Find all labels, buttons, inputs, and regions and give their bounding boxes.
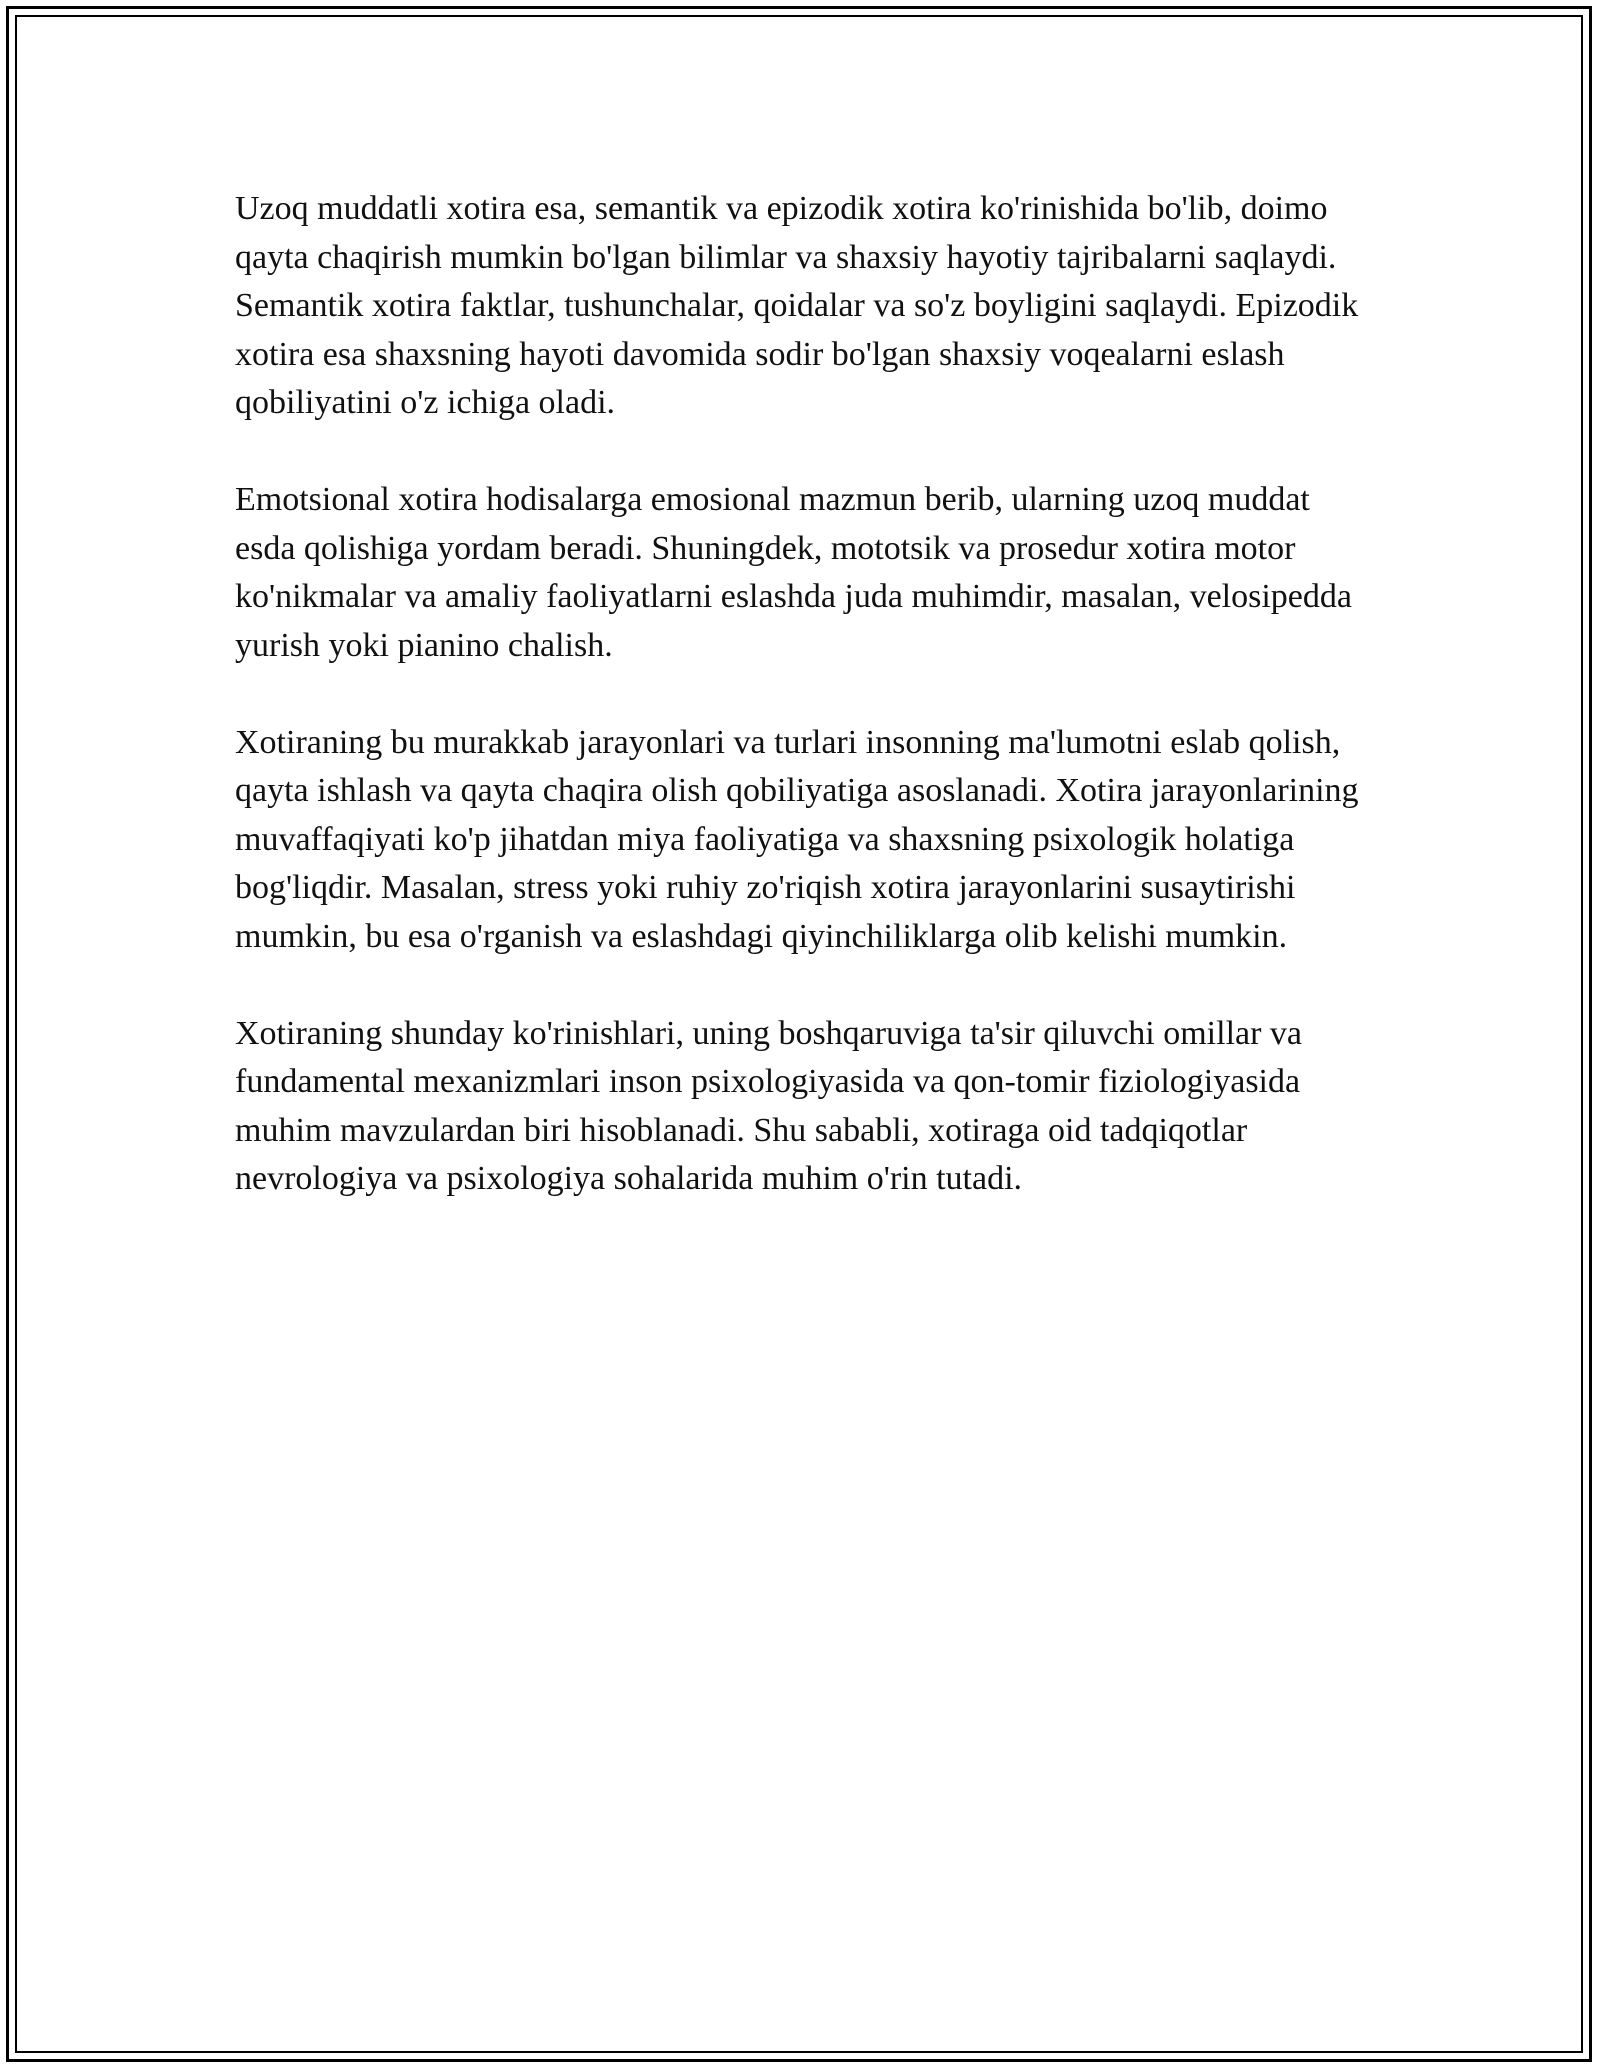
paragraph-4: Xotiraning shunday ko'rinishlari, uning boshqaruviga ta'sir qiluvchi omillar va fundamental mexanizmlari inson psixologiyasida va qon-tomir fiziologiyasida muhim mavzulardan biri hisoblanadi. Shu sababli, xotiraga oid tadqiqotlar nevrologiya va psixologiya sohalarida muhim o'rin tutadi. xyxy=(235,1014,1303,1197)
paragraph-3: Xotiraning bu murakkab jarayonlari va turlari insonning ma'lumotni eslab qolish, qayta ishlash va qayta chaqira olish qobiliyatiga asoslanadi. Xotira jarayonlarining muvaffaqiyati ko'p jihatdan miya faoliyatiga va shaxsning psixologik holatiga bog'liqdir. Masalan, stress yoki ruhiy zo'riqish xotira jarayonlarini susaytirishi mumkin, bu esa o'rganish va eslashdagi qiyinchiliklarga olib kelishi mumkin. xyxy=(235,723,1359,955)
paragraph-1: Uzoq muddatli xotira esa, semantik va epizodik xotira ko'rinishida bo'lib, doimo qayta chaqirish mumkin bo'lgan bilimlar va shaxsiy hayotiy tajribalarni saqlaydi. Semantik xotira faktlar, tushunchalar, qoidalar va so'z boyligini saqlaydi. Epizodik xotira esa shaxsning hayoti davomida sodir bo'lgan shaxsiy voqealarni eslash qobiliyatini o'z ichiga oladi. xyxy=(235,190,1359,421)
paragraph-2: Emotsional xotira hodisalarga emosional mazmun berib, ularning uzoq muddat esda qolishiga yordam beradi. Shuningdek, mototsik va prosedur xotira motor ko'nikmalar va amaliy faoliyatlarni eslashda juda muhimdir, masalan, velosipedda yurish yoki pianino chalish. xyxy=(235,481,1352,664)
document-body xyxy=(235,185,1365,1252)
